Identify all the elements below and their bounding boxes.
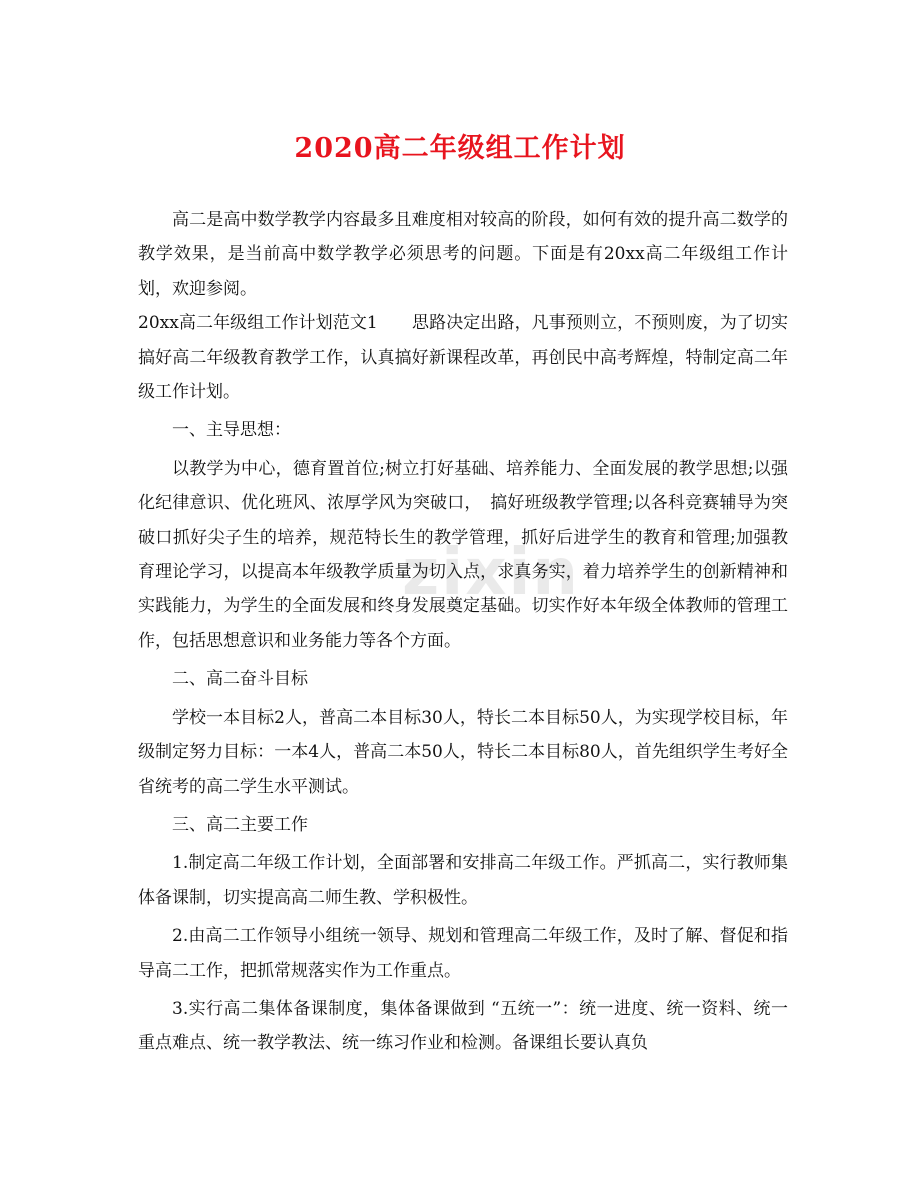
section-heading-main-work: 三、高二主要工作 bbox=[172, 814, 308, 835]
section-heading-guiding-thought: 一、主导思想： bbox=[172, 420, 291, 441]
paragraph-guiding-thought: 以教学为中心，德育置首位;树立打好基础、培养能力、全面发展的教学思想;以强化纪律意识、优化班风、浓厚学风为突破口， 搞好班级教学管理;以各科竞赛辅导为突破口抓好尖子生的培养，规范特长生的教学管理，抓好后进学生的教育和管理;加强教育理论学习，以提高本年级教学质量为切入点，求真务实，着力培养学生的创新精神和实践能力，为学生的全面发展和终身发展奠定基础。切实作好本年级全体教师的管理工作，包括思想意识和业务能力等各个方面。 bbox=[138, 458, 788, 651]
document-body bbox=[138, 203, 788, 1061]
document-title: 2020高二年级组工作计划 bbox=[294, 133, 626, 164]
paragraph-sample-heading: 20xx高二年级组工作计划范文1 思路决定出路，凡事预则立，不预则废，为了切实搞好高二年级教育教学工作，认真搞好新课程改革，再创民中高考辉煌，特制定高二年级工作计划。 bbox=[138, 313, 788, 403]
section-heading-goals: 二、高二奋斗目标 bbox=[172, 669, 308, 690]
paragraph-goals: 学校一本目标2人，普高二本目标30人，特长二本目标50人，为实现学校目标，年级制定努力目标：一本4人，普高二本50人，特长二本目标80人，首先组织学生考好全省统考的高二学生水平测试。 bbox=[138, 707, 788, 797]
paragraph-intro: 高二是高中数学教学内容最多且难度相对较高的阶段，如何有效的提升高二数学的教学效果，是当前高中数学教学必须思考的问题。下面是有20xx高二年级组工作计划，欢迎参阅。 bbox=[138, 210, 788, 299]
paragraph-work-item-1: 1.制定高二年级工作计划，全面部署和安排高二年级工作。严抓高二，实行教师集体备课制，切实提高高二师生教、学积极性。 bbox=[138, 853, 788, 908]
watermark: zixin bbox=[402, 536, 580, 610]
paragraph-work-item-2: 2.由高二工作领导小组统一领导、规划和管理高二年级工作，及时了解、督促和指导高二工作，把抓常规落实作为工作重点。 bbox=[138, 926, 788, 981]
paragraph-work-item-3: 3.实行高二集体备课制度，集体备课做到 “五统一”：统一进度、统一资料、统一重点难点、统一教学教法、统一练习作业和检测。备课组长要认真负 bbox=[138, 998, 788, 1054]
